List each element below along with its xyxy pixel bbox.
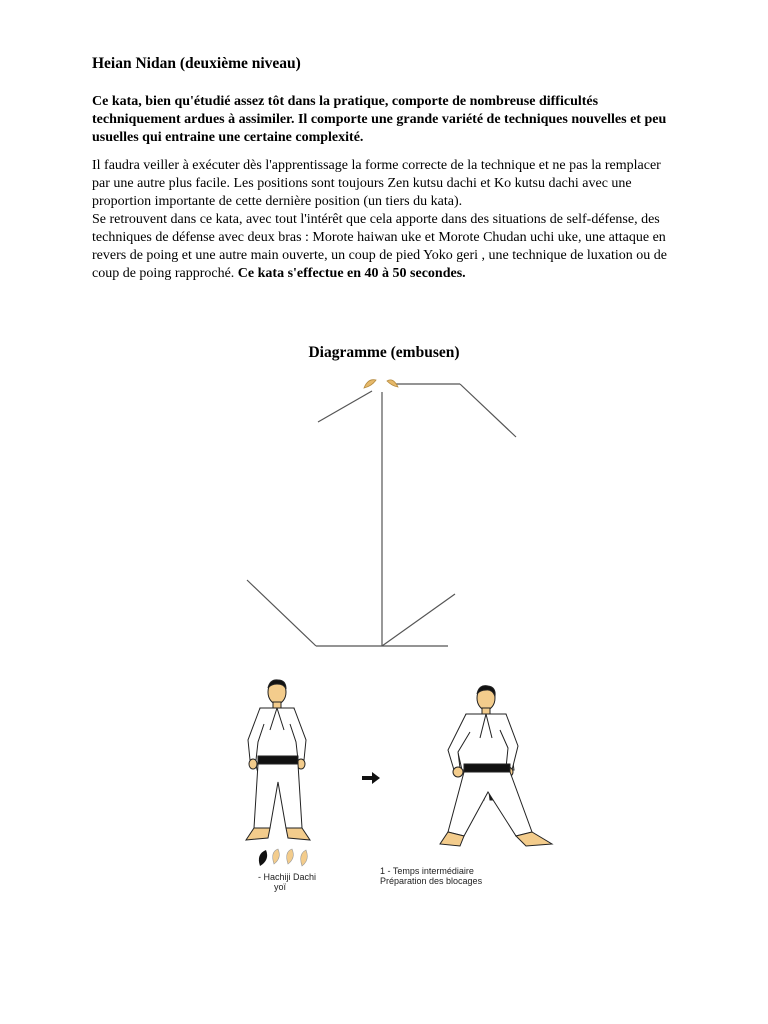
karateka-preparation [436, 684, 556, 854]
duration-note: Ce kata s'effectue en 40 à 50 secondes. [237, 266, 466, 281]
caption-hachiji-dachi: - Hachiji Dachi [258, 872, 317, 882]
left-figure-caption [258, 872, 316, 892]
embusen-top-right-diagonal [460, 384, 516, 437]
footprints-icon [254, 846, 310, 870]
diagram-title: Diagramme (embusen) [308, 344, 460, 361]
embusen-bottom-left-diagonal [247, 580, 316, 646]
caption-temps-intermediaire: 1 - Temps intermédiaire [380, 866, 474, 876]
body-paragraph-1: Il faudra veiller à exécuter dès l'apprentissage la forme correcte de la technique et ne pas la remplacer par une autre plus facile. Les positions sont toujours Zen kutsu dachi et Ko kutsu dachi avec une proportion importante de cette dernière position (un tiers du kata). [92, 158, 661, 209]
arrow-right-icon [362, 772, 380, 784]
caption-preparation-blocages: Préparation des blocages [380, 876, 483, 886]
intro-paragraph: Ce kata, bien qu'étudié assez tôt dans la pratique, comporte de nombreuse difficultés techniquement ardues à assimiler. Il comporte une grande variété de techniques nouvelles et peu usuelles qui entraine une certaine complexité. [92, 94, 667, 145]
caption-yoi: yoï [274, 882, 287, 892]
footprint-icon [364, 380, 398, 388]
embusen-top-left-diagonal [318, 391, 372, 422]
karateka-hachiji-dachi [240, 678, 330, 848]
right-figure-caption [380, 866, 482, 886]
document-title: Heian Nidan (deuxième niveau) [92, 55, 301, 72]
body-paragraph-2: Se retrouvent dans ce kata, avec tout l'intérêt que cela apporte dans des situations de self-défense, des techniques de défense avec deux bras : Morote haiwan uke et Morote Chudan uchi uke, une attaque en revers de poing et une autre main ouverte, un coup de pied Yoko geri , une technique de luxation ou de coup de poing rapproché. [92, 212, 668, 281]
embusen-bottom-right-diagonal [382, 594, 455, 646]
